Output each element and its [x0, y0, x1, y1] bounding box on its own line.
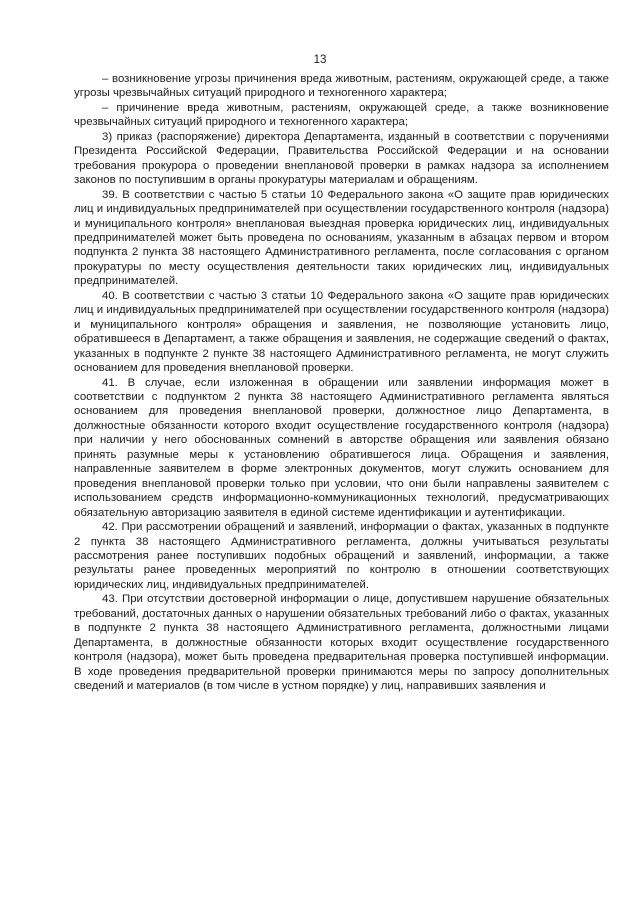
paragraph-39: 39. В соответствии с частью 5 статьи 10 Федерального закона «О защите прав юридических лиц и индивидуальных предпринимателей при осуществлении государственного контроля (надзора) и муниципального контроля» внеплановая выездная проверка юридических лиц, индивидуальных предпринимателей может быть проведена по основаниям, указанным в абзацах первом и втором подпункта 2 пункта 38 настоящего Административного регламента, после согласования с органом прокуратуры по месту осуществления деятельности таких юридических лиц, индивидуальных предпринимателей.	[74, 188, 609, 288]
paragraph-threat-of-harm: – возникновение угрозы причинения вреда животным, растениям, окружающей среде, а также угрозы чрезвычайных ситуаций природного и техногенного характера;	[74, 73, 609, 100]
paragraph-43: 43. При отсутствии достоверной информации о лице, допустившем нарушение обязательных требований, достаточных данных о нарушении обязательных требований либо о фактах, указанных в подпункте 2 пункта 38 настоящего Административного регламента, должностными лицами Департамента, в должностные обязанности которых входит осуществление государственного контроля (надзора), может быть проведена предварительная проверка поступившей информации. В ходе проведения предварительной проверки принимаются меры по запросу дополнительных сведений и материалов (в том числе в устном порядке) у лиц, направивших заявления и	[74, 593, 609, 693]
document-body	[74, 72, 609, 693]
page-number: 13	[313, 54, 327, 66]
paragraph-41: 41. В случае, если изложенная в обращении или заявлении информация может в соответствии с подпунктом 2 пункта 38 настоящего Административного регламента являться основанием для проведения внеплановой проверки, должностное лицо Департамента, в должностные обязанности которого входит осуществление государственного контроля (надзора) при наличии у него обоснованных сомнений в авторстве обращения или заявления обязано принять разумные меры к установлению обратившегося лица. Обращения и заявления, направленные заявителем в форме электронных документов, могут служить основанием для проведения внеплановой проверки только при условии, что они были направлены заявителем с использованием средств информационно-коммуникационных технологий, предусматривающих обязательную авторизацию заявителя в единой системе идентификации и аутентификации.	[74, 376, 609, 519]
paragraph-director-order: 3) приказ (распоряжение) директора Департамента, изданный в соответствии с поручениями Президента Российской Федерации, Правительства Российской Федерации и на основании требования прокурора о проведении внеплановой проверки в рамках надзора за исполнением законов по поступившим в органы прокуратуры материалам и обращениям.	[74, 130, 609, 187]
paragraph-40: 40. В соответствии с частью 3 статьи 10 Федерального закона «О защите прав юридических лиц и индивидуальных предпринимателей при осуществлении государственного контроля (надзора) и муниципального контроля» обращения и заявления, не позволяющие установить лицо, обратившееся в Департамент, а также обращения и заявления, не содержащие сведений о фактах, указанных в подпункте 2 пункте 38 настоящего Административного регламента, не могут служить основанием для проведения внеплановой проверки.	[74, 289, 609, 375]
paragraph-harm-caused: – причинение вреда животным, растениям, окружающей среде, а также возникновение чрезвычайных ситуаций природного и техногенного характера;	[74, 101, 609, 129]
paragraph-42: 42. При рассмотрении обращений и заявлений, информации о фактах, указанных в подпункте 2 пункта 38 настоящего Административного регламента, должны учитываться результаты рассмотрения ранее поступивших подобных обращений и заявлений, информации, а также результаты ранее проведенных мероприятий по контролю в отношении соответствующих юридических лиц, индивидуальных предпринимателей.	[74, 521, 609, 591]
